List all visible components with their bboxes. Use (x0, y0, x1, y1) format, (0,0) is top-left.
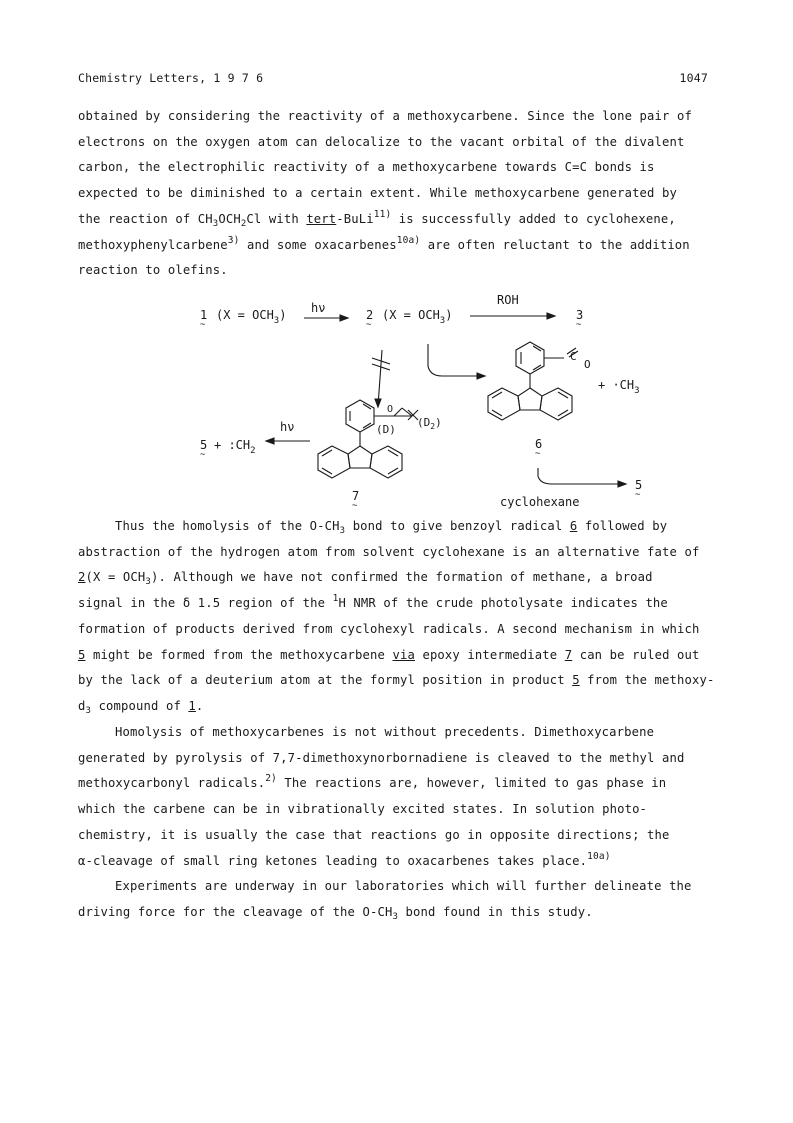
tilde-mark: ~ (200, 450, 206, 460)
text: . (195, 698, 204, 713)
acyl-oxygen-label: O (584, 358, 591, 371)
compound-number: 1 (188, 698, 196, 713)
text: -BuLi (336, 211, 374, 226)
text-line: carbon, the electrophilic reactivity of a methoxycarbene towards C=C bonds is (78, 160, 655, 175)
superscript: 1 (332, 593, 339, 605)
arrowhead (547, 313, 555, 319)
epoxide-oxygen-label: O (387, 404, 394, 415)
text-line: Experiments are underway in our laboratories which will further delineate the (115, 879, 692, 893)
text-line (78, 668, 718, 694)
text-line (78, 207, 718, 233)
text: d (78, 698, 86, 713)
text-line: reaction to olefins. (78, 263, 228, 278)
subscript: 3 (339, 526, 346, 536)
tilde-mark: ~ (352, 501, 358, 511)
arrowhead (375, 399, 381, 407)
text: can be ruled out (572, 647, 700, 662)
paragraph-3 (78, 720, 718, 874)
compound-5-label: 5 (200, 438, 208, 452)
text: might be formed from the methoxycarbene (85, 647, 393, 662)
reference-mark: 10a) (587, 850, 611, 862)
text: OCH (218, 211, 241, 226)
text-line: abstraction of the hydrogen atom from solvent cyclohexane is an alternative fate of (78, 544, 700, 559)
subscript: 3 (392, 911, 399, 922)
reaction-arrow (538, 468, 626, 484)
compound-number: 5 (78, 647, 86, 662)
text: methoxycarbonyl radicals. (78, 776, 266, 791)
reference-mark: 11) (373, 208, 392, 220)
subscript: 2 (240, 218, 247, 229)
text-line: obtained by considering the reactivity of a methoxycarbene. Since the lone pair of (78, 109, 692, 123)
paragraph-1 (78, 104, 718, 284)
text: bond found in this study. (398, 904, 593, 919)
acyl-carbon-label: C (570, 350, 577, 363)
compound-number: 6 (569, 519, 578, 533)
subscript: 3 (212, 218, 219, 229)
reference-mark: 3) (227, 234, 240, 246)
text: Cl with (246, 211, 307, 226)
compound-number: 5 (572, 673, 580, 688)
text: epoxy intermediate (414, 647, 565, 662)
substituent-label: $(X = OCH_3)$ (382, 308, 453, 326)
roh-label: ROH (497, 293, 519, 307)
subscript: 3 (85, 705, 92, 716)
arrowhead (266, 438, 274, 444)
italic-term: via (392, 647, 415, 662)
paragraph-4 (78, 874, 718, 925)
compound-number: 7 (564, 647, 573, 662)
tilde-mark: ~ (535, 449, 541, 459)
compound-7-label: 7 (352, 489, 360, 503)
text-line: which the carbene can be in vibrationally excited states. In solution photo- (78, 802, 648, 817)
text-line: expected to be diminished to a certain extent. While methoxycarbene generated by (78, 186, 677, 201)
arrowhead (340, 315, 348, 321)
text-line (78, 771, 718, 797)
text: methoxyphenylcarbene (78, 237, 228, 252)
tilde-mark: ~ (366, 320, 372, 330)
benzoyl-radical-structure (488, 342, 578, 420)
blocked-arrow (378, 350, 382, 406)
text-line: chemistry, it is usually the case that reactions go in opposite directions; the (78, 827, 670, 842)
text-line (78, 591, 718, 617)
text-line (78, 643, 718, 669)
text: (X = OCH (85, 570, 146, 585)
paragraph-2 (78, 514, 718, 720)
reaction-arrow (428, 344, 485, 376)
text: followed by (577, 519, 668, 533)
text: from the methoxy- (579, 673, 715, 688)
compound-5-label: 5 (635, 478, 643, 492)
text: and some oxacarbenes (239, 237, 397, 252)
text-line: electrons on the oxygen atom can delocalize to the vacant orbital of the divalent (78, 134, 685, 149)
arrowhead (477, 373, 485, 379)
tilde-mark: ~ (635, 490, 641, 500)
deuterium-label: (D) (376, 423, 396, 436)
text-line: Homolysis of methoxycarbenes is not without precedents. Dimethoxycarbene (115, 725, 655, 739)
compound-1-label: 1 (200, 308, 208, 322)
cyclohexane-label: cyclohexane (500, 495, 580, 509)
compound-number: 2 (78, 570, 86, 585)
hv-label: hν (311, 301, 326, 315)
text-line: formation of products derived from cyclohexyl radicals. A second mechanism in which (78, 621, 700, 636)
arrowhead (618, 481, 626, 487)
methyl-radical-label: + $\cdot CH_3$ (598, 378, 640, 396)
text: Thus the homolysis of the O-CH (115, 519, 340, 533)
text-line (78, 514, 718, 540)
text-line (78, 849, 718, 875)
compound-6-label: 6 (535, 437, 543, 451)
text-line (78, 565, 718, 591)
compound-3-label: 3 (576, 308, 584, 322)
text-line (78, 900, 718, 926)
substituent-label: $(X = OCH_3)$ (216, 308, 287, 326)
text: signal in the δ 1.5 region of the (78, 596, 333, 611)
text: by the lack of a deuterium atom at the formyl position in product (78, 673, 573, 688)
text: driving force for the cleavage of the O-CH (78, 904, 393, 919)
reaction-scheme (180, 288, 740, 516)
methylene-label: + $:CH_2$ (214, 438, 256, 456)
text-line (78, 694, 718, 720)
text: ). Although we have not confirmed the formation of methane, a broad (150, 570, 653, 585)
tilde-mark: ~ (200, 320, 206, 330)
text: The reactions are, however, limited to gas phase in (276, 776, 667, 791)
text: α-cleavage of small ring ketones leading to oxacarbenes takes place. (78, 853, 588, 868)
text-line (78, 233, 718, 259)
deuterium-label: $(D_2)$ (417, 416, 442, 431)
compound-2-label: 2 (366, 308, 374, 322)
hv-label: hν (280, 420, 295, 434)
epoxy-intermediate-structure (318, 400, 418, 478)
text: bond to give benzoyl radical (345, 519, 570, 533)
text-line: generated by pyrolysis of 7,7-dimethoxynorbornadiene is cleaved to the methyl and (78, 750, 685, 765)
text: is successfully added to cyclohexene, (391, 211, 676, 226)
reference-mark: 10a) (396, 234, 421, 246)
italic-term: tert (306, 211, 337, 226)
text: H NMR of the crude photolysate indicates the (338, 596, 668, 611)
text: the reaction of CH (78, 211, 213, 226)
tilde-mark: ~ (576, 320, 582, 330)
running-header: Chemistry Letters, 1 9 7 6 (78, 71, 264, 85)
page-number: 1047 (679, 71, 708, 85)
text: are often reluctant to the addition (420, 237, 690, 252)
reference-mark: 2) (265, 773, 277, 785)
text: compound of (91, 698, 189, 713)
subscript: 3 (145, 577, 151, 588)
